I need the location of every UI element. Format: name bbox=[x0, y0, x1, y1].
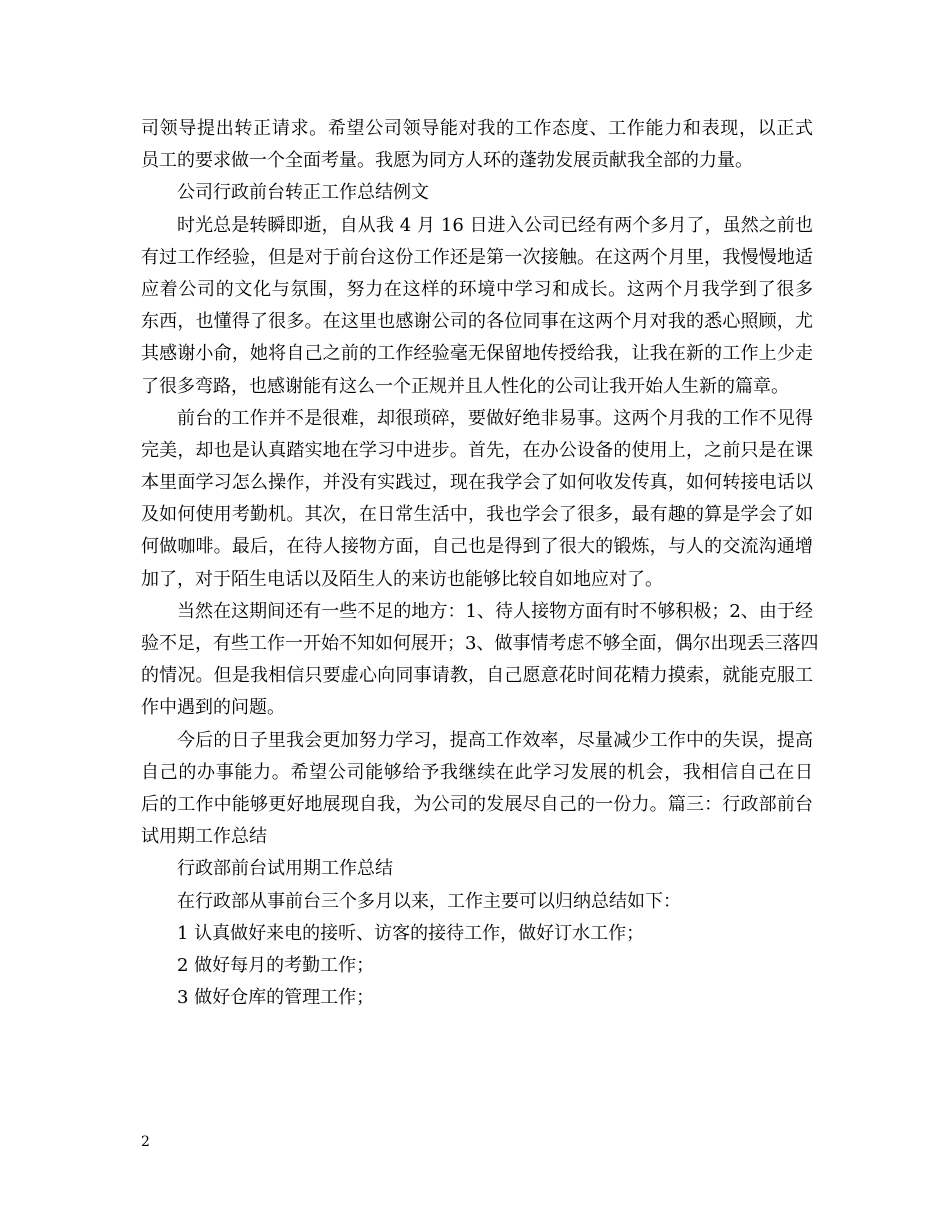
text-line: 的情况。但是我相信只要虚心向同事请教，自己愿意花时间花精力摸索，就能克服工 bbox=[141, 665, 813, 687]
text-line: 有过工作经验，但是对于前台这份工作还是第一次接触。在这两个月里，我慢慢地适 bbox=[141, 246, 813, 268]
text-line: 当然在这期间还有一些不足的地方：1、待人接物方面有时不够积极；2、由于经 bbox=[177, 600, 813, 622]
text-line: 本里面学习怎么操作，并没有实践过，现在我学会了如何收发传真，如何转接电话以 bbox=[141, 472, 813, 494]
list-item: 2 做好每月的考勤工作； bbox=[177, 954, 375, 976]
text-line: 完美，却也是认真踏实地在学习中进步。首先，在办公设备的使用上，之前只是在课 bbox=[141, 439, 813, 461]
text-line: 时光总是转瞬即逝，自从我 4 月 16 日进入公司已经有两个多月了，虽然之前也 bbox=[177, 214, 813, 236]
text-line: 加了，对于陌生电话以及陌生人的来访也能够比较自如地应对了。 bbox=[141, 568, 663, 590]
list-item: 1 认真做好来电的接听、访客的接待工作，做好订水工作； bbox=[177, 922, 645, 944]
text-line: 了很多弯路，也感谢能有这么一个正规并且人性化的公司让我开始人生新的篇章。 bbox=[141, 375, 789, 397]
page-number: 2 bbox=[141, 1134, 150, 1150]
section-heading: 行政部前台试用期工作总结 bbox=[177, 858, 393, 880]
section-heading: 公司行政前台转正工作总结例文 bbox=[177, 182, 429, 204]
document-body bbox=[141, 113, 819, 1014]
text-line: 何做咖啡。最后，在待人接物方面，自己也是得到了很大的锻炼，与人的交流沟通增 bbox=[141, 536, 813, 558]
text-line: 后的工作中能够更好地展现自我，为公司的发展尽自己的一份力。篇三：行政部前台 bbox=[141, 793, 813, 815]
text-line: 作中遇到的问题。 bbox=[141, 697, 285, 719]
text-line: 前台的工作并不是很难，却很琐碎，要做好绝非易事。这两个月我的工作不见得 bbox=[177, 407, 813, 429]
text-line: 应着公司的文化与氛围，努力在这样的环境中学习和成长。这两个月我学到了很多 bbox=[141, 278, 813, 300]
text-line: 东西，也懂得了很多。在这里也感谢公司的各位同事在这两个月对我的悉心照顾，尤 bbox=[141, 311, 813, 333]
text-line: 在行政部从事前台三个多月以来，工作主要可以归纳总结如下： bbox=[177, 890, 681, 912]
text-line: 今后的日子里我会更加努力学习，提高工作效率，尽量减少工作中的失误，提高 bbox=[177, 729, 813, 751]
text-line: 司领导提出转正请求。希望公司领导能对我的工作态度、工作能力和表现，以正式 bbox=[141, 118, 813, 139]
text-line: 试用期工作总结 bbox=[141, 826, 267, 848]
text-line: 员工的要求做一个全面考量。我愿为同方人环的蓬勃发展贡献我全部的力量。 bbox=[141, 150, 753, 172]
list-item: 3 做好仓库的管理工作； bbox=[177, 987, 375, 1009]
text-line: 验不足，有些工作一开始不知如何展开；3、做事情考虑不够全面，偶尔出现丢三落四 bbox=[141, 633, 819, 654]
text-line: 自己的办事能力。希望公司能够给予我继续在此学习发展的机会，我相信自己在日 bbox=[141, 761, 813, 783]
text-line: 其感谢小俞，她将自己之前的工作经验毫无保留地传授给我，让我在新的工作上少走 bbox=[141, 343, 813, 365]
text-line: 及如何使用考勤机。其次，在日常生活中，我也学会了很多，最有趣的算是学会了如 bbox=[141, 504, 813, 526]
